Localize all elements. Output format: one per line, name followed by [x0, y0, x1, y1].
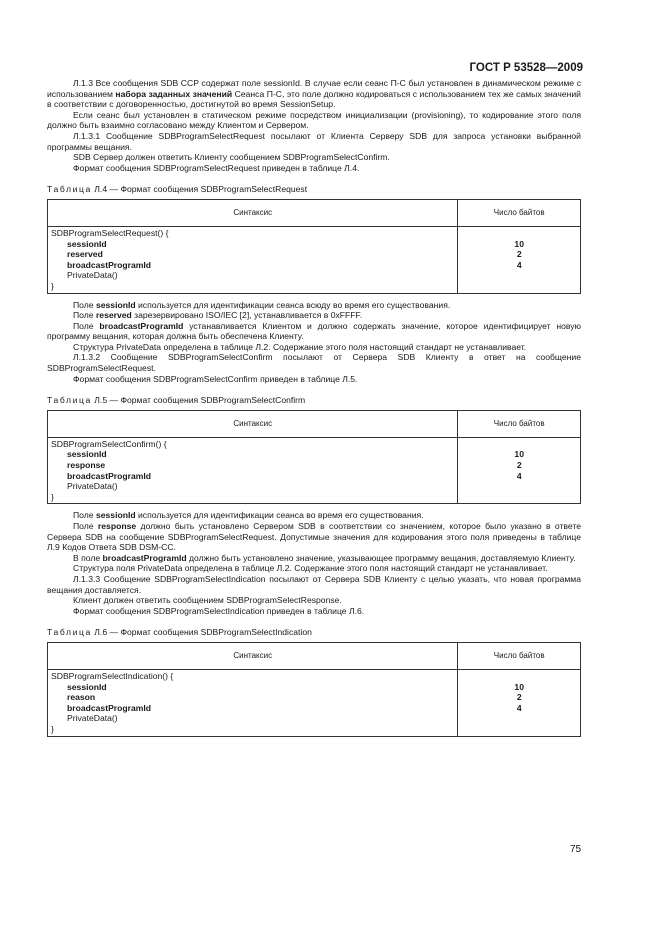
byte-count: 2 — [516, 249, 522, 260]
byte-count: 2 — [516, 692, 522, 703]
paragraph: Структура поля PrivateData определена в таблице Л.2. Содержание этого поля настоящий стандарт не устанавливает. — [73, 563, 548, 574]
struct-close: } — [51, 280, 54, 291]
bold-term: sessionId — [95, 510, 136, 521]
text: Л.1.3 Все сообщения SDB CCP содержат поле sessionId. В случае если сеанс П-С был установлен в динамическом режиме с использованием — [47, 78, 581, 99]
text: должно быть установлено значение, указывающее программу вещания, доставляемую Клиенту. — [186, 552, 576, 563]
text: Поле — [73, 299, 96, 310]
paragraph — [47, 521, 581, 553]
syntax-cell — [48, 669, 458, 736]
paragraph — [47, 310, 581, 321]
paragraph — [47, 78, 581, 110]
table-caption-l5 — [47, 395, 581, 406]
struct-header: SDBProgramSelectConfirm() { — [51, 438, 167, 449]
field-name: PrivateData() — [67, 713, 118, 724]
byte-count: 4 — [516, 259, 522, 270]
syntax-cell — [48, 226, 458, 293]
document-id: ГОСТ Р 53528—2009 — [469, 62, 583, 74]
text: устанавливается Клиентом и должно содержать значение, которое идентифицирует новую программу вещания, которая должна быть обеспечена Клиенту. — [47, 320, 582, 342]
bold-term: reserved — [95, 310, 132, 321]
column-header-syntax: Синтаксис — [48, 642, 458, 669]
bytes-cell — [458, 226, 581, 293]
field-name: PrivateData() — [67, 270, 118, 281]
caption-prefix: Таблица — [47, 627, 92, 638]
field-name: reason — [67, 692, 96, 703]
table-caption-l6 — [47, 627, 581, 638]
table-l5 — [47, 410, 581, 505]
field-name: sessionId — [67, 449, 107, 460]
paragraph: SDB Сервер должен ответить Клиенту сообщением SDBProgramSelectConfirm. — [73, 152, 390, 163]
field-name: PrivateData() — [67, 481, 118, 492]
field-name: sessionId — [67, 238, 107, 249]
struct-header: SDBProgramSelectIndication() { — [51, 670, 174, 681]
byte-count: 10 — [514, 681, 524, 692]
byte-count: 10 — [514, 238, 524, 249]
column-header-syntax: Синтаксис — [48, 410, 458, 437]
text: Поле — [73, 320, 100, 331]
bold-term: набора заданных значений — [115, 88, 233, 99]
paragraph — [47, 321, 581, 342]
column-header-bytes: Число байтов — [458, 199, 581, 226]
column-header-syntax: Синтаксис — [48, 199, 458, 226]
struct-close: } — [51, 723, 54, 734]
table-caption-l4 — [47, 184, 581, 195]
text: зарезервировано ISO/IEC [2], устанавливается в 0xFFFF. — [131, 310, 363, 321]
caption-prefix: Таблица — [47, 395, 92, 406]
paragraph: Если сеанс был установлен в статическом режиме посредством инициализации (provisioning), то кодирование этого поля должно быть взаимно согласовано между Клиентом и Сервером. — [47, 109, 581, 131]
caption-text: Л.4 — Формат сообщения SDBProgramSelectRequest — [91, 184, 308, 195]
byte-count: 4 — [516, 702, 522, 713]
bold-term: sessionId — [95, 299, 136, 310]
field-name: broadcastProgramId — [67, 259, 152, 270]
field-name: sessionId — [67, 681, 107, 692]
text: Поле — [73, 510, 96, 521]
paragraph: Л.1.3.1 Сообщение SDBProgramSelectRequest посылают от Клиента Серверу SDB для запроса установки выбранной программы вещания. — [47, 130, 581, 152]
byte-count: 2 — [516, 460, 522, 471]
paragraph — [47, 553, 581, 564]
text: используется для идентификации сеанса всюду во время его существования. — [135, 299, 451, 310]
byte-count: 10 — [514, 449, 524, 460]
syntax-cell — [48, 437, 458, 504]
bytes-cell — [458, 437, 581, 504]
paragraph: Л.1.3.3 Сообщение SDBProgramSelectIndication посылают от Сервера SDB Клиенту с целью указать, что новая программа вещания доставляется. — [47, 573, 581, 595]
struct-close: } — [51, 491, 54, 502]
page-content — [47, 78, 581, 743]
caption-text: Л.6 — Формат сообщения SDBProgramSelectIndication — [91, 627, 312, 638]
column-header-bytes: Число байтов — [458, 410, 581, 437]
table-l4 — [47, 199, 581, 294]
caption-prefix: Таблица — [47, 184, 92, 195]
text: Сеанса П-С, это поле должно кодироваться с использованием тех же самых значений в соответствии с договоренностью, достигнутой во время SessionSetup. — [47, 88, 581, 110]
page-number: 75 — [570, 844, 582, 855]
caption-text: Л.5 — Формат сообщения SDBProgramSelectConfirm — [91, 395, 306, 406]
text: должно быть установлено Сервером SDB в соответствии со значением, которое было указано в ответе Сервера SDB на сообщение SDBProgramSelectRequest. Допустимые значения для кодирования этого поля приведены в таблице Л.9 Кодов Ответа SDB DSM-CC. — [47, 521, 581, 553]
paragraph: Формат сообщения SDBProgramSelectConfirm приведен в таблице Л.5. — [73, 373, 358, 384]
paragraph — [47, 510, 581, 521]
byte-count: 4 — [516, 470, 522, 481]
paragraph: Структура PrivateData определена в таблице Л.2. Содержание этого поля настоящий стандарт не устанавливает. — [73, 341, 527, 352]
text: используется для идентификации сеанса во время его существования. — [135, 510, 424, 521]
text: Поле — [73, 310, 96, 321]
paragraph — [47, 300, 581, 311]
paragraph: Формат сообщения SDBProgramSelectIndication приведен в таблице Л.6. — [73, 605, 365, 616]
field-name: broadcastProgramId — [67, 702, 152, 713]
paragraph: Л.1.3.2 Сообщение SDBProgramSelectConfirm посылают от Сервера SDB Клиенту в ответ на сообщение SDBProgramSelectRequest. — [47, 352, 581, 374]
text: Поле — [73, 521, 98, 531]
table-l6 — [47, 642, 581, 737]
bold-term: broadcastProgramId — [99, 320, 184, 331]
field-name: reserved — [67, 249, 103, 260]
struct-header: SDBProgramSelectRequest() { — [51, 227, 169, 238]
column-header-bytes: Число байтов — [458, 642, 581, 669]
paragraph: Формат сообщения SDBProgramSelectRequest приведен в таблице Л.4. — [73, 162, 360, 173]
bytes-cell — [458, 669, 581, 736]
bold-term: response — [97, 521, 137, 531]
text: В поле — [73, 552, 103, 563]
field-name: broadcastProgramId — [67, 470, 152, 481]
paragraph: Клиент должен ответить сообщением SDBProgramSelectResponse. — [73, 595, 342, 606]
bold-term: broadcastProgramId — [102, 552, 187, 563]
field-name: response — [67, 460, 106, 471]
